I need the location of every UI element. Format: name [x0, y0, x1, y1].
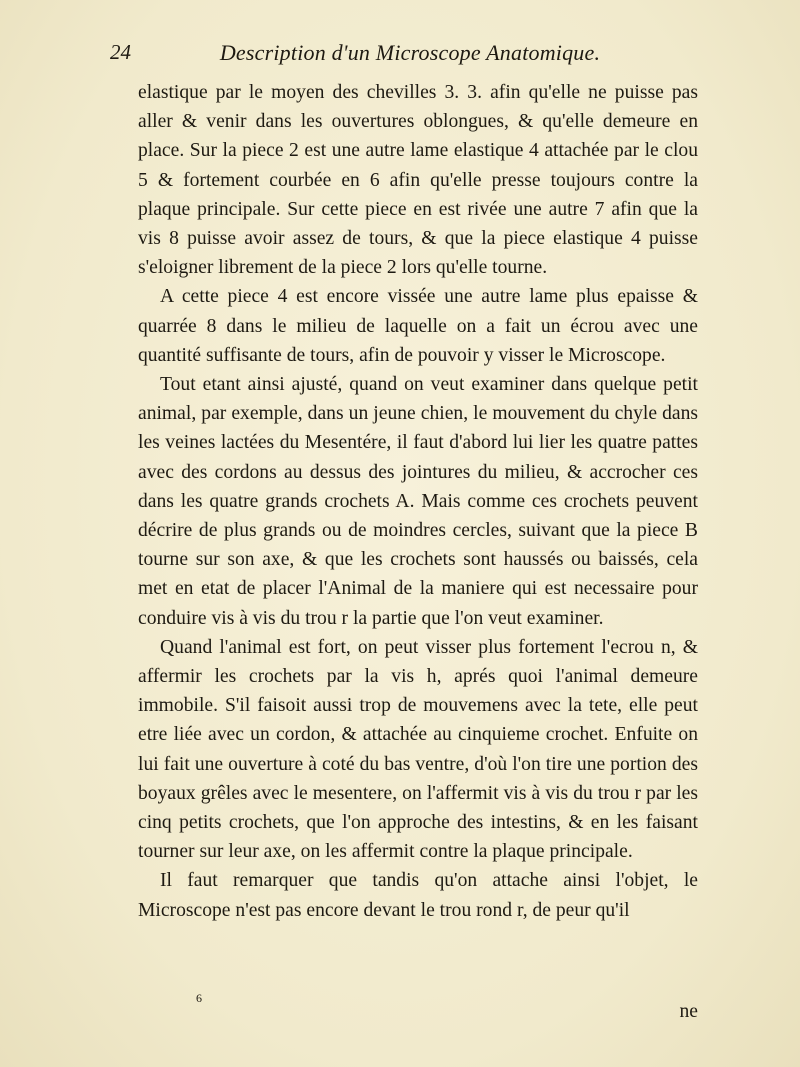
paragraph-2: A cette piece 4 est encore vissée une autre lame plus epaisse & quarrée 8 dans le milieu de laquelle on a fait un écrou avec une quantité suffisante de tours, afin de pouvoir y visser le Microscope.	[138, 286, 698, 366]
page-header	[110, 40, 710, 74]
running-title: Description d'un Microscope Anatomique.	[219, 40, 601, 65]
body-text	[138, 78, 698, 925]
page-number: 24	[110, 40, 131, 64]
paragraph-4: Quand l'animal est fort, on peut visser plus fortement l'ecrou n, & affermir les crochets par la vis h, aprés quoi l'animal demeure immobile. S'il faisoit aussi trop de mouvemens avec la tete, elle peut etre liée avec un cordon, & attachée au cinquieme crochet. Enfuite on lui fait une ouverture à coté du bas ventre, d'où l'on tire une portion des boyaux grêles avec le mesentere, on l'affermit vis à vis du trou r par les cinq petits crochets, que l'on approche des intestins, & en les faisant tourner sur leur axe, on les affermit contre la plaque principale.	[138, 636, 698, 863]
signature-mark: 6	[196, 991, 202, 1005]
paragraph-1: elastique par le moyen des chevilles 3. 3. afin qu'elle ne puisse pas aller & venir dans les ouvertures oblongues, & qu'elle demeure en place. Sur la piece 2 est une autre lame elastique 4 attachée par le clou 5 & fortement courbée en 6 afin qu'elle presse toujours contre la plaque principale. Sur cette piece en est rivée une autre 7 afin que la vis 8 puisse avoir assez de tours, & que la piece elastique 4 puisse s'eloigner librement de la piece 2 lors qu'elle tourne.	[138, 82, 698, 279]
paragraph-5: Il faut remarquer que tandis qu'on attache ainsi l'objet, le Microscope n'est pas encore devant le trou rond r, de peur qu'il	[138, 870, 698, 921]
catchword: ne	[679, 1001, 698, 1022]
page-footer	[138, 991, 698, 1031]
paragraph-3: Tout etant ainsi ajusté, quand on veut examiner dans quelque petit animal, par exemple, dans un jeune chien, le mouvement du chyle dans les veines lactées du Mesentére, il faut d'abord lui lier les quatre pattes avec des cordons au dessus des jointures du milieu, & accrocher ces dans les quatre grands crochets A. Mais comme ces crochets peuvent décrire de plus grands ou de moindres cercles, suivant que la piece B tourne sur son axe, & que les crochets sont haussés ou baissés, cela met en etat de placer l'Animal de la maniere qui est necessaire pour conduire vis à vis du trou r la partie que l'on veut examiner.	[138, 374, 698, 629]
